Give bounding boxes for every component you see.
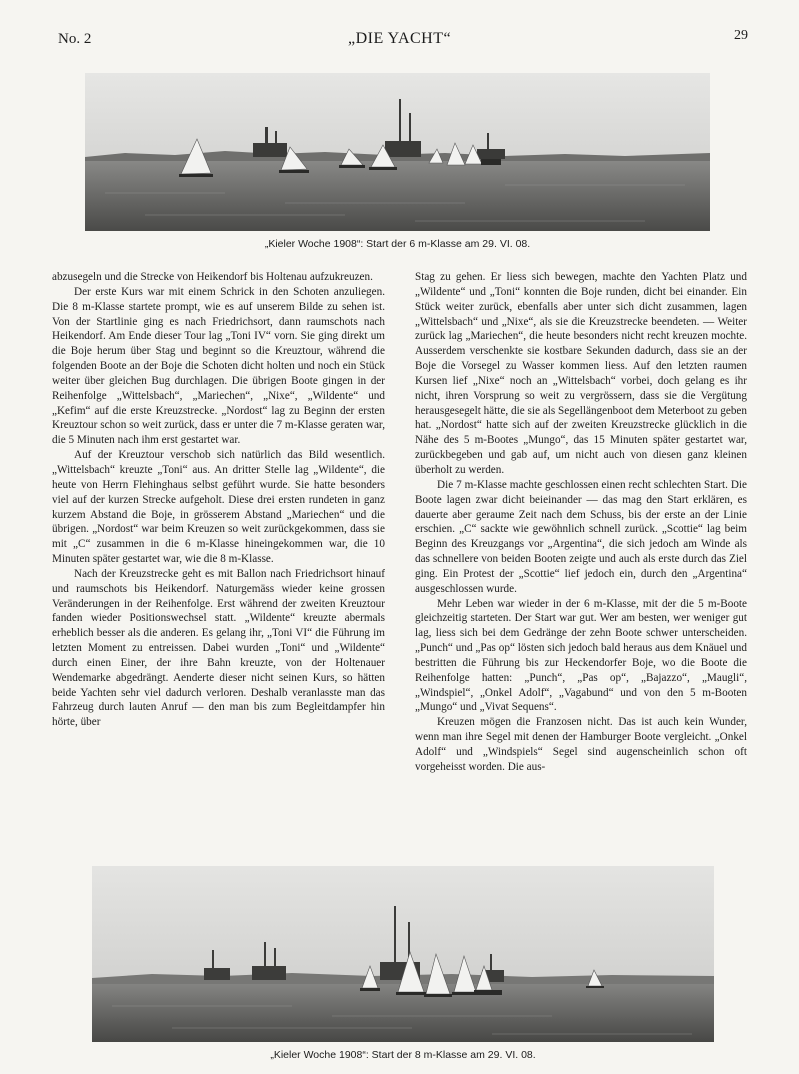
page-header — [58, 28, 748, 50]
paragraph: Mehr Leben war wieder in der 6 m-Klasse, mit der die 5 m-Boote gleichzeitig starteten. Der Start war gut. Wer am besten, wer weniger gut lag, liess sich bei dem Gedränge der zehn Boote schwer unterscheiden. „Punch“ und „Pas op“ lösten sich jedoch bald heraus aus dem Knäuel und bestritten die Führung bis zur Heckendorfer Boje, wo die Boote die Reihenfolge hatten: „Punch“, „Pas op“, „Bajazzo“, „Maugli“, „Windspiel“, „Onkel Adolf“, „Vagabund“ und von den 5 m-Booten „Mungo“ und „Vivat Sequens“. — [415, 597, 747, 714]
issue-number: No. 2 — [58, 31, 92, 47]
photo-8m-class-start — [92, 866, 714, 1042]
paragraph: Kreuzen mögen die Franzosen nicht. Das ist auch kein Wunder, wenn man ihre Segel mit denen der Hamburger Boote vergleicht. „Onkel Adolf“ und „Windspiels“ Segel sind augenscheinlich schon oft vorgeheisst worden. Die aus- — [415, 716, 747, 773]
paragraph: Stag zu gehen. Er liess sich bewegen, machte den Yachten Platz und „Wildente“ und „Toni“ konnten die Boje runden, dicht bei einander. Ein Stück weiter zurück, ebenfalls aber unter sich dicht zusammen, lagen „Wittelsbach“ und „Nixe“, als sie die Kreuzstrecke beendeten. — Weiter zurück lag „Mariechen“, die heute besonders nicht recht kreuzen mochte. Ausserdem verschenkte sie kostbare Sekunden dadurch, dass sie an der Boje die Vorsegel zu Wasser kommen liess. Auf den letzten raumen Kursen lief „Nixe“ noch an „Wittelsbach“ vorbei, doch gelang es ihr nicht, ihren Vorsprung so weit zu vergrössern, dass sie die Vergütung herausgesegelt hätte, die sie als Segellängenboot dem Meterboot zu geben hat. „Nordost“ hatte sich auf der zweiten Kreuzstrecke glücklich in die Nähe des 5 m-Bootes „Mungo“, das 15 Minuten später gestartet war, zurückbegeben und gab auf, um nicht auch von diesen ganz kleinen überholt zu werden. — [415, 271, 747, 476]
photo-caption-top: „Kieler Woche 1908“: Start der 6 m-Klasse am 29. VI. 08. — [264, 238, 531, 250]
paragraph: Auf der Kreuztour verschob sich natürlich das Bild wesentlich. „Wittelsbach“ kreuzte „Toni“ aus. An dritter Stelle lag „Wildente“, die heute von Herrn Flehinghaus selbst geführt wurde. Sie hatte besonders viel auf der kurzen Strecke aufgeholt. Diese drei ersten rundeten in ganz kurzem Abstand die Boje, in grösserem Abstand „Mariechen“ und die übrigen. „Nordost“ war beim Kreuzen so weit zurückgekommen, dass sie mit „C“ zusammen in die 6 m-Klasse hineingekommen war, die 10 Minuten später gestartet war, wie die 8 m-Klasse. — [52, 449, 385, 566]
photo-6m-class-start — [85, 73, 710, 231]
paragraph: Der erste Kurs war mit einem Schrick in den Schoten anzuliegen. Die 8 m-Klasse startete prompt, wie es auf unserem Bilde zu sehen ist. Von der Startlinie ging es nach Friedrichsort, dann raumschots nach Heikendorf. Am Ende dieser Tour lag „Toni IV“ vorn. Sie ging direkt um die Boje herum über Stag und beginnt so die Kreuztour, während die folgenden Boote an der Boje die Schoten dicht holten und noch ein Stück weiter über gleichen Bug durchlagen. Die übrigen Boote gingen in der Reihenfolge „Wittelsbach“, „Mariechen“, „Nixe“, „Wildente“ und „Kefim“ auf die erste Kreuzstrecke. „Nordost“ lag zu Beginn der ersten Kreuztour schon so weit zurück, dass er unter die 7 m-Klasse geraten war, die 5 Minuten nach ihm erst gestartet war. — [52, 285, 385, 447]
paragraph: Nach der Kreuzstrecke geht es mit Ballon nach Friedrichsort hinauf und raumschots bis Heikendorf. Naturgemäss wieder keine grossen Veränderungen in der Reihenfolge. Erst während der zweiten Kreuztour fanden wieder Positionswechsel statt. „Wildente“ kreuzte abermals erheblich besser als die anderen. Es gelang ihr, „Toni VI“ die Führung im letzten Moment zu entreissen. Dabei wurden „Toni“ und „Wildente“ durch einen Einer, der ihre Bahn kreuzte, von der Holtenauer Wendemarke abgedrängt. Aenderte dieser nicht seinen Kurs, so hätten beide Yachten sehr viel dadurch verloren. Deshalb veranlasste man das Fahrzeug durch lauten Anruf — den man bis zum Begleitdampfer hin hörte, über — [52, 567, 385, 729]
paragraph: Die 7 m-Klasse machte geschlossen einen recht schlechten Start. Die Boote lagen zwar dicht beieinander — das mag den Start erklären, es dauerte aber geraume Zeit nach dem Schuss, bis der erste an der Linie erschien. „C“ sackte wie gewöhnlich schnell zurück. „Scottie“ lag beim Beginn des Kreuzgangs vor „Argentina“, die sich jedoch am Winde als das schnellere von beiden Booten zeigte und auch als erste durch das Ziel ging. Ein Protest der „Scottie“ lief jedoch ein, durch den „Argentina“ ausgeschlossen wurde. — [415, 478, 747, 595]
text-column-right — [415, 270, 747, 775]
journal-title: „DIE YACHT“ — [348, 30, 452, 47]
page-number: 29 — [734, 28, 748, 43]
text-column-left — [52, 270, 385, 730]
photo-caption-bottom: „Kieler Woche 1908“: Start der 8 m-Klasse am 29. VI. 08. — [270, 1049, 536, 1061]
paragraph: abzusegeln und die Strecke von Heikendorf bis Holtenau aufzukreuzen. — [52, 271, 373, 283]
